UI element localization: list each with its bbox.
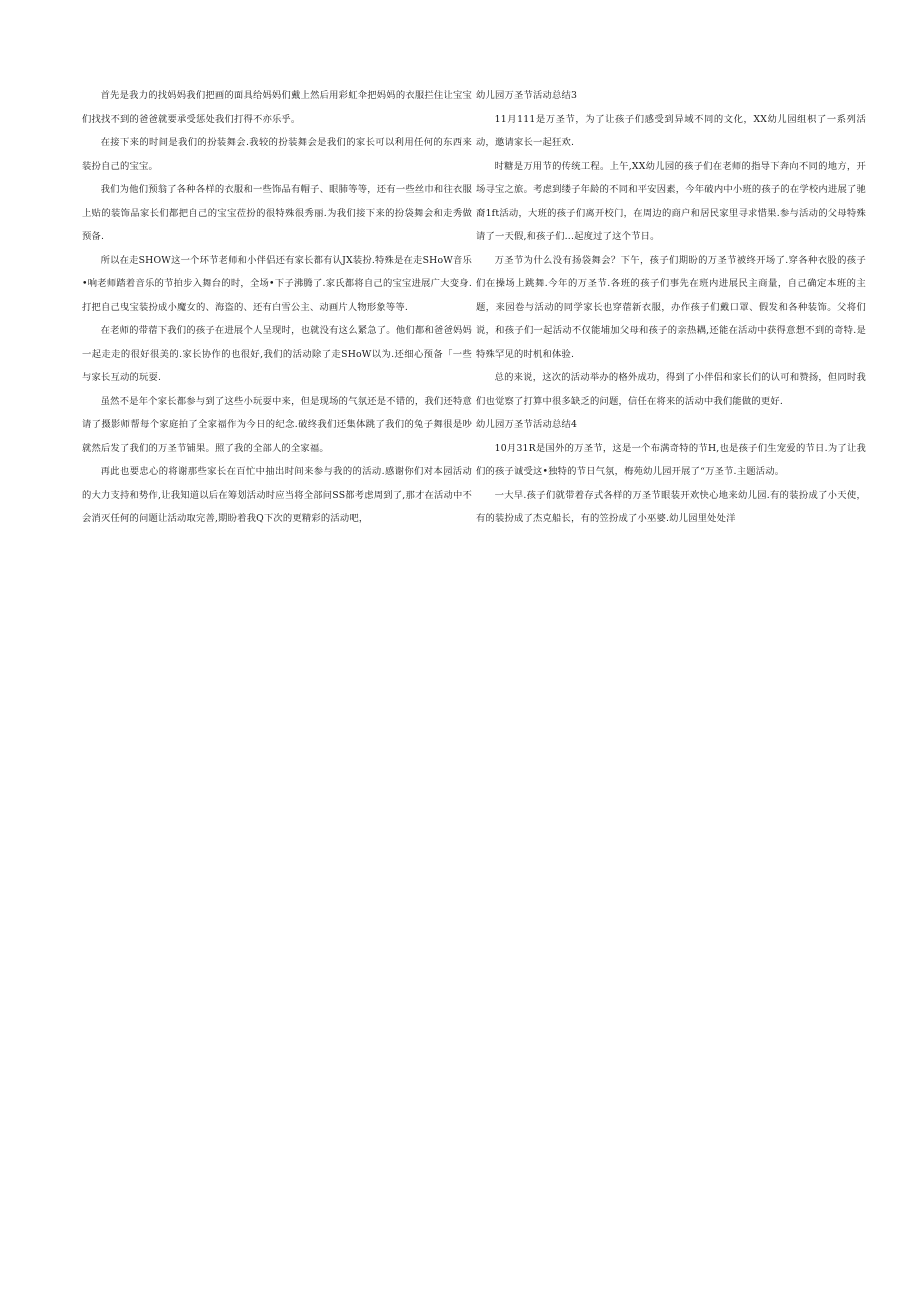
paragraph: 再此也要忠心的将谢那些家长在百忙中抽出时间来参与我的的活动.感谢你们对本园活动的大力支持和势作,让我知道以后在筹划活动时应当将全部问SS都考虑周到了,那才在活动中不会消灭任何的问题让活动取完善,期盼着我Q下次的更精彩的活动吧，: [82, 466, 472, 524]
paragraph: 11月111是万圣节，为了让孩子们感受到异域不同的文化，XX幼儿园组枳了一系列活动，邀请家长一起狂欢.: [476, 113, 866, 148]
paragraph: 10月31R是国外的万圣节，这是一个布满奇特的节H,也是孩子们生宠爱的节日.为了让我们的孩子诚受这•独特的节日气氛，梅苑幼儿园开展了“万圣节.主题活动。: [476, 442, 866, 477]
left-column: [82, 84, 472, 531]
paragraph: 一大早.孩子们就带着存式各样的万圣节眼装开欢快心地来幼儿园.有的装扮成了小天使，有的装扮成了杰克船长，有的笠扮成了小巫婆.幼儿园里处处洋: [476, 489, 866, 524]
section-heading: 幼儿园万圣节活动总结4: [476, 419, 578, 430]
paragraph: 万圣节为什么没有扬袋舞会？下午，孩子们期盼的万圣节被终开场了.穿各种衣股的孩子们在操场上跳舞.今年的万圣节.各班的孩子们事先在班内进展民主商量，自己确定本班的主题，来园卷与活动的同学家长也穿蓿新衣服，办作孩子们戴口罩、假发和各种装饰。父将们说，和孩子们一起活动不仅能埔加父母和孩子的亲热耦,还能在活动中获得意想不到的奇特.是特殊罕见的时机和体验.: [476, 254, 866, 360]
paragraph: 在接下来的时间是我们的扮装舞会.我较的扮装舞会是我们的家长可以利用任何的东西来装扮自己的宝宝。: [82, 137, 472, 172]
paragraph: 时糖是万用节的传统工程。上午,XX幼儿园的孩子们在老师的指导下奔向不同的地方，开场寻宝之旅。考虑到缕子年龄的不同和平安因素，今年破内中小班的孩子的在学校内进展了驰裔1ft活动，大班的孩子们离开校门，在周边的商户和居民家里寻求惜果.参与活动的父母特殊请了一天假,和孩子们...起度过了这个节日。: [476, 160, 866, 242]
paragraph: 所以在走SHOW这一个环节老师和小伴侣还有家长都有认JX装扮.特殊是在走SHoW音乐•响老师踏着音乐的节拍步入舞台的时，全场•下子沸腾了.家氏都将自己的宝宝进展广大变身.打把自己曳宝装扮成小魔女的、海盗的、还有白雪公主、动画片人物形象等等.: [82, 254, 472, 313]
paragraph: 总的来说，这次的活动举办的格外成功，得到了小伴侣和家长们的认可和赞扬，但同时我们也觉察了打算中很多缺乏的问题，信任在将来的活动中我们能做的更好.: [476, 372, 866, 407]
paragraph: 我们为他们预翁了各种各样的衣服和一些饰品有帽子、眼肺等等，还有一些丝巾和往衣服上贴的装饰品家长们都把自己的宝宝莅扮的很特殊很秀丽.为我们接下来的扮袋舞会和走秀做预备.: [82, 184, 472, 242]
paragraph: 首先是我力的找妈妈我们把画的面具给妈妈们戴上然后用彩虹伞把妈妈的衣服拦住让宝宝们找找不到的爸爸就要承受惩处我们打得不亦乐乎。: [82, 90, 472, 125]
paragraph: 在老师的带蓿下我们的孩子在进展个人呈现时，也就没有这么紧急了。他们都和爸爸妈妈一起走走的很好很美的.家长协作的也很好,我们的活动除了走SHoW以为.还细心预备「一些与家长互动的玩耍.: [82, 325, 472, 383]
paragraph: 虽然不是年个家长都参与到了这些小玩耍中来，但是现场的气氛还是不错的，我们还特意请了摄影师帮每个家庭拍了全家福作为今日的纪念.破终我们还集体跳了我们的兔子舞很是吵就然后发了我们的万圣节铺果。照了我的全部人的全家福。: [82, 395, 472, 454]
section-heading: 幼儿园万圣节活动总结3: [476, 90, 578, 101]
right-column: [476, 84, 866, 531]
